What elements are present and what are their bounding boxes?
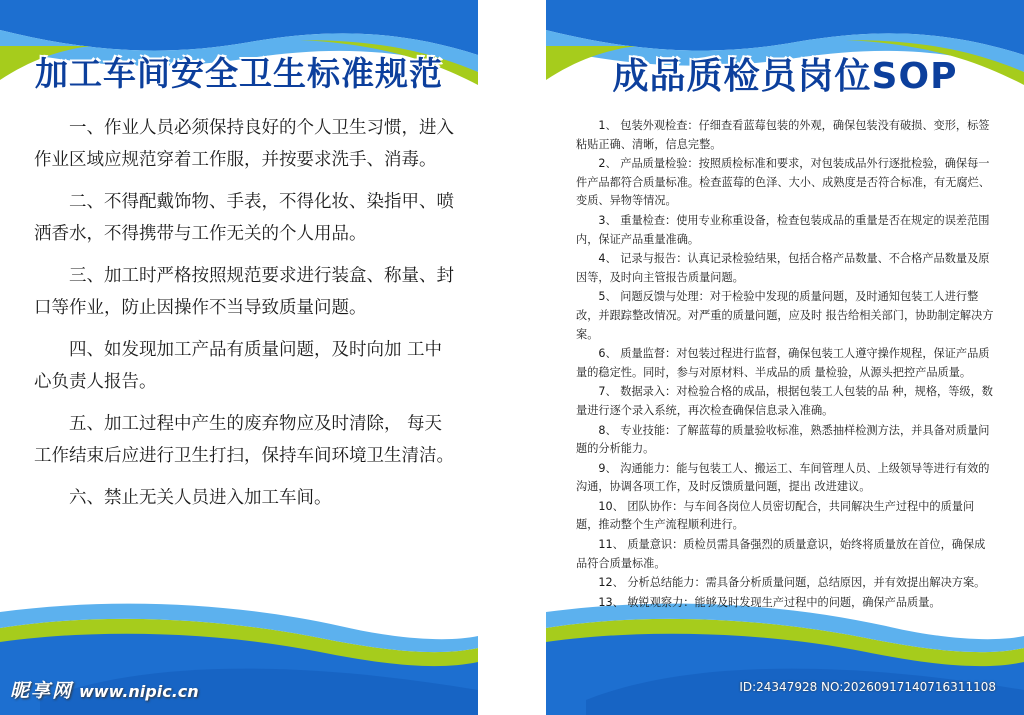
sop-item: 10、 团队协作：与车间各岗位人员密切配合，共同解决生产过程中的质量问题，推动整个生产流程顺利进行。 (576, 499, 975, 532)
sop-item: 12、 分析总结能力：需具备分析质量问题，总结原因，并有效提出解决方案。 (598, 576, 986, 590)
sop-item: 7、 数据录入：对检验合格的成品，根据包装工人包装的品 种，规格，等级，数量进行逐个录入系统，再次检查确保信息录入准确。 (576, 385, 993, 417)
poster-hygiene-standards (0, 0, 478, 715)
rule-paragraph: 五、加工过程中产生的废弃物应及时清除， 每天工作结束后应进行卫生打扫，保持车间环境卫生清洁。 (34, 414, 454, 466)
rule-paragraph: 二、不得配戴饰物、手表，不得化妆、染指甲、喷洒香水，不得携带与工作无关的个人用品。 (34, 192, 454, 244)
sop-item: 5、 问题反馈与处理：对于检验中发现的质量问题，及时通知包装工人进行整改，并跟踪整改情况。对严重的质量问题，应及时 报告给相关部门，协助制定解决方案。 (576, 290, 994, 341)
rule-paragraph: 一、作业人员必须保持良好的个人卫生习惯，进入作业区域应规范穿着工作服，并按要求洗手、消毒。 (34, 118, 454, 170)
rule-paragraph: 六、禁止无关人员进入加工车间。 (69, 488, 332, 508)
sop-item: 8、 专业技能：了解蓝莓的质量验收标准，熟悉抽样检测方法，并具备对质量问题的分析能力。 (576, 423, 990, 456)
sop-item: 13、 敏锐观察力：能够及时发现生产过程中的问题，确保产品质量。 (598, 595, 941, 609)
poster-title: 加工车间安全卫生标准规范 (35, 54, 443, 93)
rule-paragraph: 四、如发现加工产品有质量问题，及时向加 工中心负责人报告。 (34, 340, 443, 392)
sop-item: 2、 产品质量检验：按照质检标准和要求，对包装成品外行逐批检验，确保每一件产品都符合质量标准。检查蓝莓的色泽、大小、成熟度是否符合标准，有无腐烂、变质、异物等情况。 (576, 157, 990, 208)
sop-items-list (576, 117, 996, 613)
hygiene-rules-list (34, 112, 454, 524)
watermark-logo: 昵享网 (10, 680, 74, 702)
poster-title: 成品质检员岗位SOP (612, 56, 958, 97)
sop-item: 11、 质量意识：质检员需具备强烈的质量意识，始终将质量放在首位，确保成品符合质量标准。 (576, 538, 986, 570)
sop-item: 6、 质量监督：对包装过程进行监督，确保包装工人遵守操作规程，保证产品质量的稳定性。同时，参与对原材料、半成品的质 量检验，从源头把控产品质量。 (576, 347, 990, 379)
poster-inspector-sop (546, 0, 1024, 715)
sop-item: 9、 沟通能力：能与包装工人、搬运工、车间管理人员、上级领导等进行有效的沟通，协调各项工作，及时反馈质量问题，提出 改进建议。 (576, 461, 990, 494)
site-watermark (10, 676, 199, 703)
sop-item: 1、 包装外观检查：仔细查看蓝莓包装的外观，确保包装没有破损、变形，标签粘贴正确、清晰，信息完整。 (576, 119, 990, 151)
rule-paragraph: 三、加工时严格按照规范要求进行装盒、称量、封口等作业，防止因操作不当导致质量问题。 (34, 266, 454, 318)
watermark-url: www.nipic.cn (79, 682, 199, 701)
sop-item: 3、 重量检查：使用专业称重设备，检查包装成品的重量是否在规定的误差范围内，保证产品重量准确。 (576, 213, 990, 246)
image-id-watermark: ID:24347928 NO:20260917140716311108 (739, 680, 996, 694)
sop-item: 4、 记录与报告：认真记录检验结果，包括合格产品数量、不合格产品数量及原因等，及时向主管报告质量问题。 (576, 252, 990, 284)
